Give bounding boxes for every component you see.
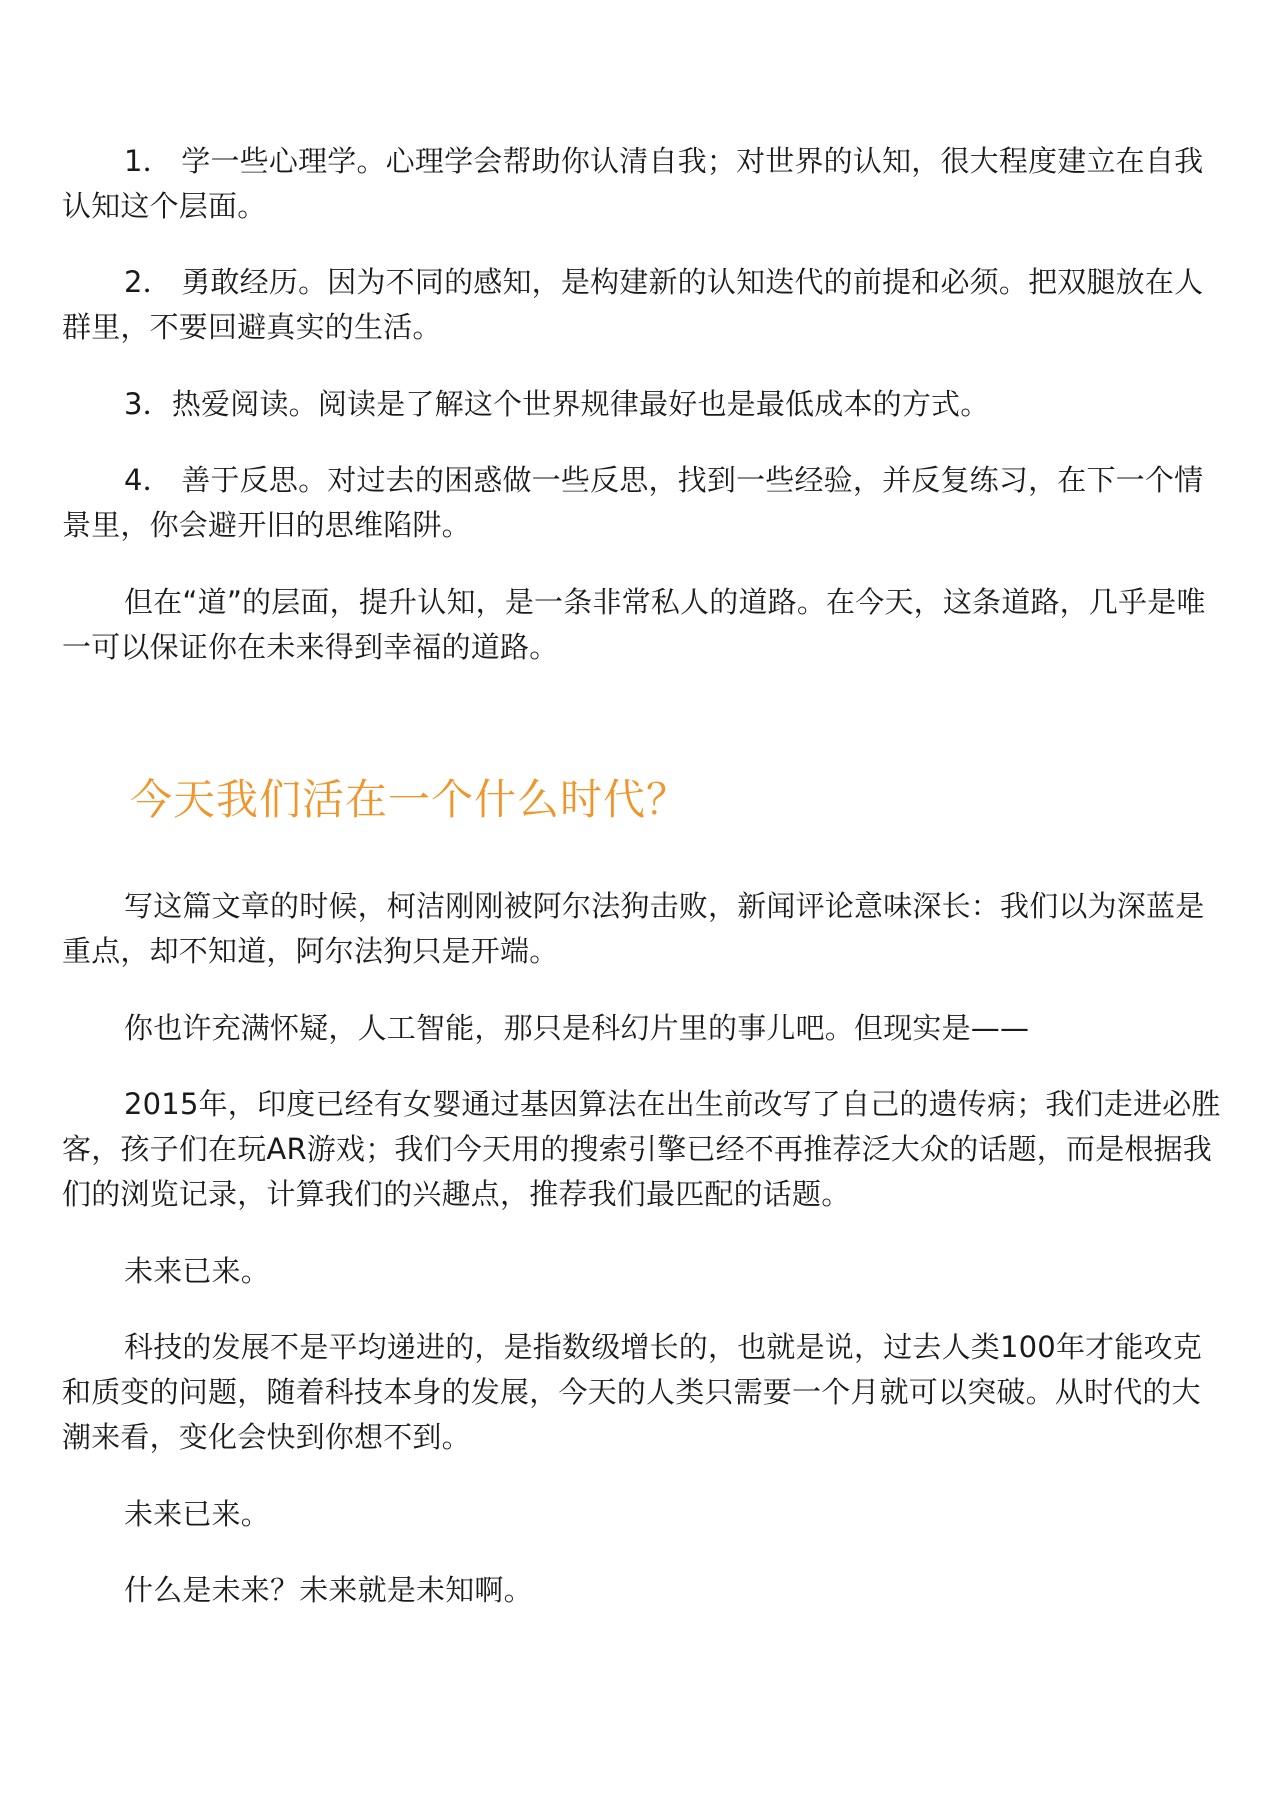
body-paragraph: 写这篇文章的时候，柯洁刚刚被阿尔法狗击败，新闻评论意味深长：我们以为深蓝是重点，却不知道，阿尔法狗只是开端。 [62, 889, 1205, 968]
body-paragraph: 2015年，印度已经有女婴通过基因算法在出生前改写了自己的遗传病；我们走进必胜客，孩子们在玩AR游戏；我们今天用的搜索引擎已经不再推荐泛大众的话题，而是根据我们的浏览记录，计算我们的兴趣点，推荐我们最匹配的话题。 [62, 1087, 1221, 1211]
section-heading: 今天我们活在一个什么时代？ [130, 775, 690, 824]
body-paragraph: 未来已来。 [124, 1254, 271, 1288]
body-paragraph: 科技的发展不是平均递进的，是指数级增长的，也就是说，过去人类100年才能攻克和质变的问题，随着科技本身的发展，今天的人类只需要一个月就可以突破。从时代的大潮来看，变化会快到你想不到。 [62, 1330, 1202, 1454]
body-paragraph: 未来已来。 [124, 1497, 271, 1531]
list-item-reading: 3．热爱阅读。阅读是了解这个世界规律最好也是最低成本的方式。 [124, 387, 990, 421]
list-item-reflection: 4． 善于反思。对过去的困惑做一些反思，找到一些经验，并反复练习，在下一个情景里，你会避开旧的思维陷阱。 [62, 463, 1204, 542]
body-paragraph: 什么是未来？未来就是未知啊。 [124, 1573, 533, 1607]
list-item-psychology: 1． 学一些心理学。心理学会帮助你认清自我；对世界的认知，很大程度建立在自我认知这个层面。 [62, 144, 1204, 223]
closing-paragraph: 但在“道”的层面，提升认知，是一条非常私人的道路。在今天，这条道路，几乎是唯一可以保证你在未来得到幸福的道路。 [62, 585, 1206, 664]
body-paragraph: 你也许充满怀疑，人工智能，那只是科幻片里的事儿吧。但现实是—— [124, 1011, 1030, 1045]
list-item-experience: 2． 勇敢经历。因为不同的感知，是构建新的认知迭代的前提和必须。把双腿放在人群里，不要回避真实的生活。 [62, 265, 1204, 344]
